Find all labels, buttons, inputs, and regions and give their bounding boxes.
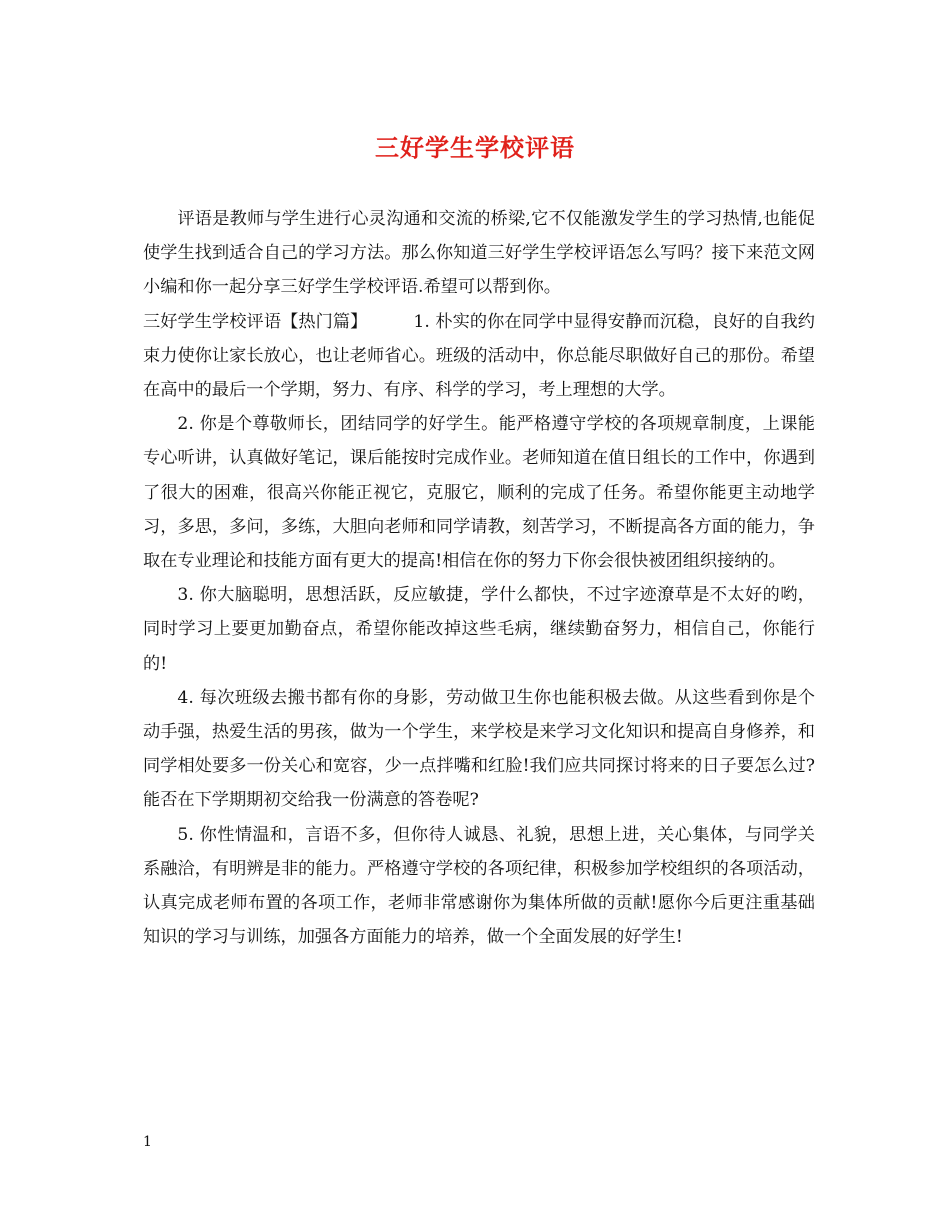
document-title: 三好学生学校评语 <box>375 133 575 162</box>
intro-paragraph: 评语是教师与学生进行心灵沟通和交流的桥梁,它不仅能激发学生的学习热情,也能促使学生找到适合自己的学习方法。那么你知道三好学生学校评语怎么写吗？接下来范文网小编和你一起分享三好学生学校评语.希望可以帮到你。 <box>143 209 815 298</box>
item-1-text: 1. 朴实的你在同学中显得安静而沉稳，良好的自我约束力使你让家长放心，也让老师省心。班级的活动中，你总能尽职做好自己的那份。希望在高中的最后一个学期，努力、有序、科学的学习，考上理想的大学。 <box>143 311 815 401</box>
item-5-paragraph: 5. 你性情温和，言语不多，但你待人诚恳、礼貌，思想上进，关心集体，与同学关系融洽，有明辨是非的能力。严格遵守学校的各项纪律，积极参加学校组织的各项活动，认真完成老师布置的各项工作，老师非常感谢你为集体所做的贡献!愿你今后更注重基础知识的学习与训练，加强各方面能力的培养，做一个全面发展的好学生! <box>143 824 815 948</box>
section-heading: 三好学生学校评语【热门篇】 <box>143 311 368 332</box>
document-body <box>143 202 815 954</box>
item-2-paragraph: 2. 你是个尊敬师长，团结同学的好学生。能严格遵守学校的各项规章制度，上课能专心听讲，认真做好笔记，课后能按时完成作业。老师知道在值日组长的工作中，你遇到了很大的困难，很高兴你能正视它，克服它，顺利的完成了任务。希望你能更主动地学习，多思，多问，多练，大胆向老师和同学请教，刻苦学习，不断提高各方面的能力，争取在专业理论和技能方面有更大的提高!相信在你的努力下你会很快被团组织接纳的。 <box>143 414 815 572</box>
page-number: 1 <box>143 1134 152 1150</box>
first-item-paragraph <box>143 305 815 408</box>
item-3-paragraph: 3. 你大脑聪明，思想活跃，反应敏捷，学什么都快，不过字迹潦草是不太好的哟，同时学习上要更加勤奋点，希望你能改掉这些毛病，继续勤奋努力，相信自己，你能行的! <box>143 585 815 674</box>
item-4-paragraph: 4. 每次班级去搬书都有你的身影，劳动做卫生你也能积极去做。从这些看到你是个动手强，热爱生活的男孩，做为一个学生，来学校是来学习文化知识和提高自身修养，和同学相处要多一份关心和宽容，少一点拌嘴和红脸!我们应共同探讨将来的日子要怎么过?能否在下学期期初交给我一份满意的答卷呢? <box>143 687 815 811</box>
